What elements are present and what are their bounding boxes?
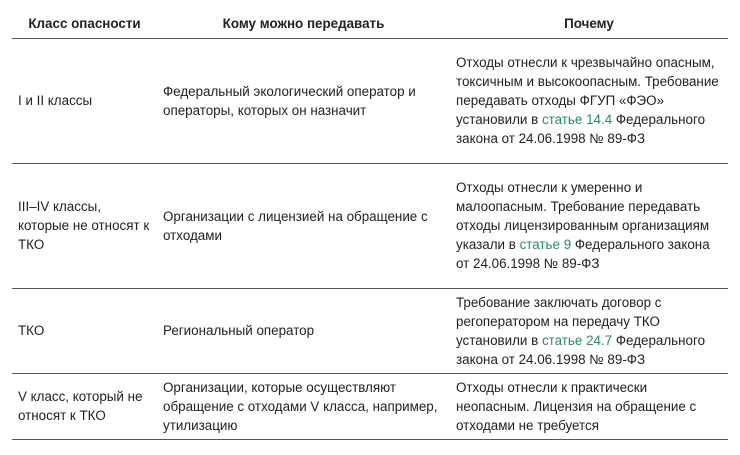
table-row xyxy=(12,164,728,289)
law-article-link[interactable]: статье 24.7 xyxy=(541,332,613,348)
recipient-cell: Региональный оператор xyxy=(157,289,450,374)
recipient-cell: Организации, которые осуществляют обращение с отходами V класса, например, утилизацию xyxy=(157,374,450,440)
reason-text: Отходы отнесли к практически неопасным. Лицензия на обращение с отходами не требуется xyxy=(456,379,697,433)
table-row xyxy=(12,289,728,374)
recipient-cell: Федеральный экологический оператор и операторы, которых он назначит xyxy=(157,39,450,164)
reason-cell xyxy=(450,374,728,440)
reason-text: Отходы отнесли к умеренно и малоопасным. Требование передавать отходы лицензированным организациям указали в xyxy=(456,180,710,252)
header-reason: Почему xyxy=(450,8,728,39)
reason-cell xyxy=(450,164,728,289)
reason-text: Требование заключать договор с регоператором на передачу ТКО установили в xyxy=(456,294,662,348)
reason-text: Федерального закона от 24.06.1998 № 89-ФЗ xyxy=(456,237,710,271)
hazard-class-cell: V класс, который не относят к ТКО xyxy=(12,374,157,440)
header-hazard-class: Класс опасности xyxy=(12,8,157,39)
law-article-link[interactable]: статье 9 xyxy=(519,237,572,252)
recipient-cell: Организации с лицензией на обращение с отходами xyxy=(157,164,450,289)
reason-text: Федерального закона от 24.06.1998 № 89-ФЗ xyxy=(456,112,706,146)
header-recipient: Кому можно передавать xyxy=(157,8,450,39)
waste-transfer-table xyxy=(12,8,728,440)
table-row xyxy=(12,39,728,164)
reason-cell xyxy=(450,289,728,374)
reason-text: Федерального закона от 24.06.1998 № 89-ФЗ xyxy=(456,332,706,367)
reason-cell xyxy=(450,39,728,164)
hazard-class-cell: ТКО xyxy=(12,289,157,374)
hazard-class-cell: III–IV классы, которые не относят к ТКО xyxy=(12,164,157,289)
table-row xyxy=(12,374,728,440)
reason-text: Отходы отнесли к чрезвычайно опасным, токсичным и высокоопасным. Требование передавать отходы ФГУП «ФЭО» установили в xyxy=(456,55,719,127)
hazard-class-cell: I и II классы xyxy=(12,39,157,164)
table-header-row xyxy=(12,8,728,39)
law-article-link[interactable]: статье 14.4 xyxy=(541,112,613,127)
